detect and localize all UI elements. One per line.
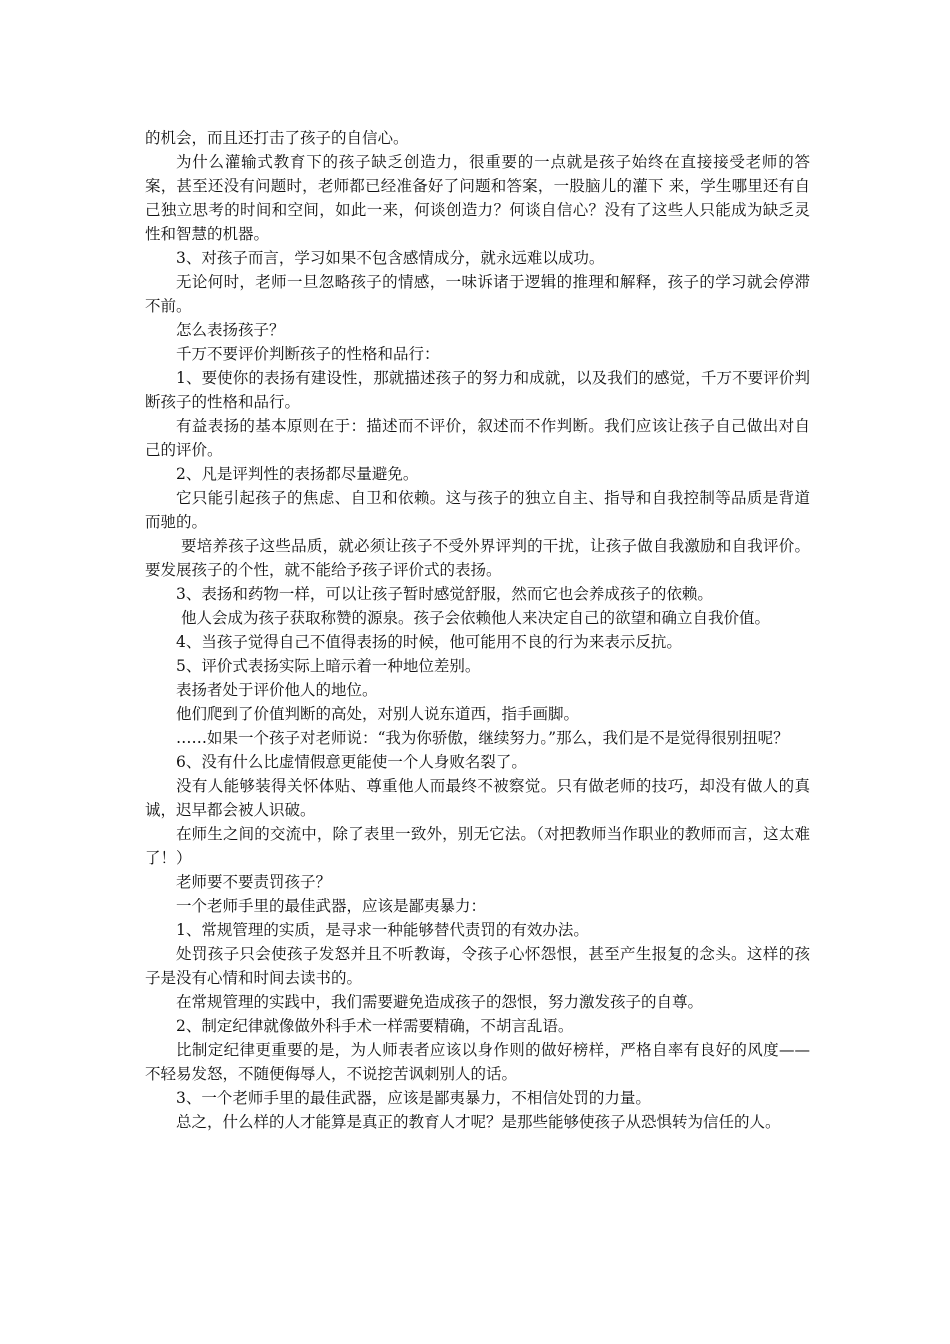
paragraph: ……如果一个孩子对老师说：“我为你骄傲，继续努力。”那么，我们是不是觉得很别扭呢？ [176,729,789,747]
paragraph: 1、要使你的表扬有建设性，那就描述孩子的努力和成就，以及我们的感觉，千万不要评价判断孩子的性格和品行。 [145,369,810,411]
paragraph: 一个老师手里的最佳武器，应该是鄙夷暴力： [176,897,487,915]
paragraph: 4、当孩子觉得自己不值得表扬的时候，他可能用不良的行为来表示反抗。 [176,633,682,651]
paragraph: 的机会，而且还打击了孩子的自信心。 [145,129,409,147]
paragraph: 处罚孩子只会使孩子发怒并且不听教诲，令孩子心怀怨恨，甚至产生报复的念头。这样的孩子是没有心情和时间去读书的。 [145,945,810,987]
paragraph: 怎么表扬孩子？ [176,321,285,339]
paragraph: 1、常规管理的实质，是寻求一种能够替代责罚的有效办法。 [176,921,589,939]
paragraph: 没有人能够装得关怀体贴、尊重他人而最终不被察觉。只有做老师的技巧，却没有做人的真诚，迟早都会被人识破。 [145,777,810,819]
paragraph: 总之，什么样的人才能算是真正的教育人才呢？是那些能够使孩子从恐惧转为信任的人。 [176,1113,781,1131]
paragraph: 表扬者处于评价他人的地位。 [176,681,378,699]
paragraph: 在师生之间的交流中，除了表里一致外，别无它法。（对把教师当作职业的教师而言，这太难了！） [145,825,810,867]
paragraph: 在常规管理的实践中，我们需要避免造成孩子的怨恨，努力激发孩子的自尊。 [176,993,704,1011]
paragraph: 3、对孩子而言，学习如果不包含感情成分，就永远难以成功。 [176,249,605,267]
paragraph: 他们爬到了价值判断的高处，对别人说东道西，指手画脚。 [176,705,580,723]
paragraph: 5、评价式表扬实际上暗示着一种地位差别。 [176,657,481,675]
paragraph: 为什么灌输式教育下的孩子缺乏创造力，很重要的一点就是孩子始终在直接接受老师的答案，甚至还没有问题时，老师都已经准备好了问题和答案，一股脑儿的灌下 来，学生哪里还有自己独立思考的时间和空间，如此一来，何谈创造力？何谈自信心？没有了这些人只能成为缺乏灵性和智慧的机器。 [145,153,810,243]
paragraph: 2、凡是评判性的表扬都尽量避免。 [176,465,419,483]
document-body [145,126,810,1134]
paragraph: 无论何时，老师一旦忽略孩子的情感，一味诉诸于逻辑的推理和解释，孩子的学习就会停滞不前。 [145,273,810,315]
paragraph: 他人会成为孩子获取称赞的源泉。孩子会依赖他人来决定自己的欲望和确立自我价值。 [181,609,771,627]
paragraph: 它只能引起孩子的焦虑、自卫和依赖。这与孩子的独立自主、指导和自我控制等品质是背道而驰的。 [145,489,810,531]
paragraph: 老师要不要责罚孩子？ [176,873,332,891]
paragraph: 2、制定纪律就像做外科手术一样需要精确，不胡言乱语。 [176,1017,574,1035]
paragraph: 千万不要评价判断孩子的性格和品行： [176,345,440,363]
paragraph: 比制定纪律更重要的是，为人师表者应该以身作则的做好榜样，严格自率有良好的风度——不轻易发怒，不随便侮辱人，不说挖苦讽刺别人的话。 [145,1041,810,1083]
paragraph: 3、表扬和药物一样，可以让孩子暂时感觉舒服，然而它也会养成孩子的依赖。 [176,585,713,603]
paragraph: 有益表扬的基本原则在于：描述而不评价，叙述而不作判断。我们应该让孩子自己做出对自己的评价。 [145,417,810,459]
paragraph: 3、一个老师手里的最佳武器，应该是鄙夷暴力，不相信处罚的力量。 [176,1089,651,1107]
paragraph: 要培养孩子这些品质，就必须让孩子不受外界评判的干扰，让孩子做自我激励和自我评价。要发展孩子的个性，就不能给予孩子评价式的表扬。 [145,537,810,579]
paragraph: 6、没有什么比虚情假意更能使一个人身败名裂了。 [176,753,527,771]
